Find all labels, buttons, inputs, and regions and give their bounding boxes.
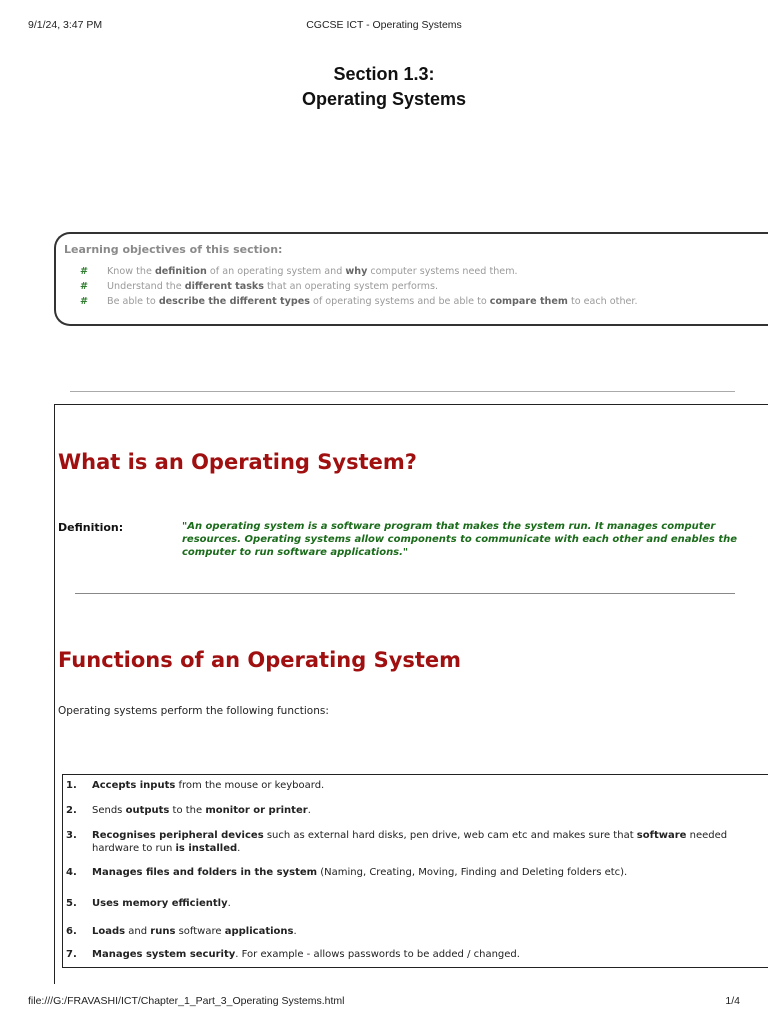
hash-bullet-icon: # (80, 266, 89, 277)
function-number: 3. (66, 830, 77, 841)
function-number: 5. (66, 898, 77, 909)
print-page-number: 1/4 (725, 995, 740, 1007)
print-page-title: CGCSE ICT - Operating Systems (306, 19, 462, 31)
function-number: 7. (66, 949, 77, 960)
section-name: Operating Systems (301, 89, 467, 109)
function-number: 6. (66, 926, 77, 937)
function-number: 4. (66, 867, 77, 878)
hash-bullet-icon: # (80, 296, 89, 307)
print-file-path: file:///G:/FRAVASHI/ICT/Chapter_1_Part_3_Operating Systems.html (28, 995, 345, 1007)
functions-intro: Operating systems perform the following functions: (58, 705, 329, 717)
divider-rule (75, 593, 735, 594)
functions-heading: Functions of an Operating System (58, 648, 462, 672)
what-is-heading: What is an Operating System? (58, 450, 417, 474)
divider-rule (70, 391, 735, 392)
section-number: Section 1.3: (333, 64, 435, 84)
function-number: 2. (66, 805, 77, 816)
print-datetime: 9/1/24, 3:47 PM (28, 19, 103, 31)
learning-objectives-box: Learning objectives of this section: # Know the definition of an operating system and why computer systems need them. # Understand the different tasks that an operating system performs. # Be able to describe the different types of operating systems and be able to compare them to each other. (54, 232, 768, 326)
function-number: 1. (66, 780, 77, 791)
definition-text: "An operating system is a software program that makes the system run. It manages computer resources. Operating systems allow components to communicate with each other and enables the computer to run software applications." (182, 521, 737, 558)
section-title (0, 62, 768, 112)
definition-label: Definition: (58, 521, 124, 534)
objectives-heading: Learning objectives of this section: (64, 243, 283, 256)
hash-bullet-icon: # (80, 281, 89, 292)
